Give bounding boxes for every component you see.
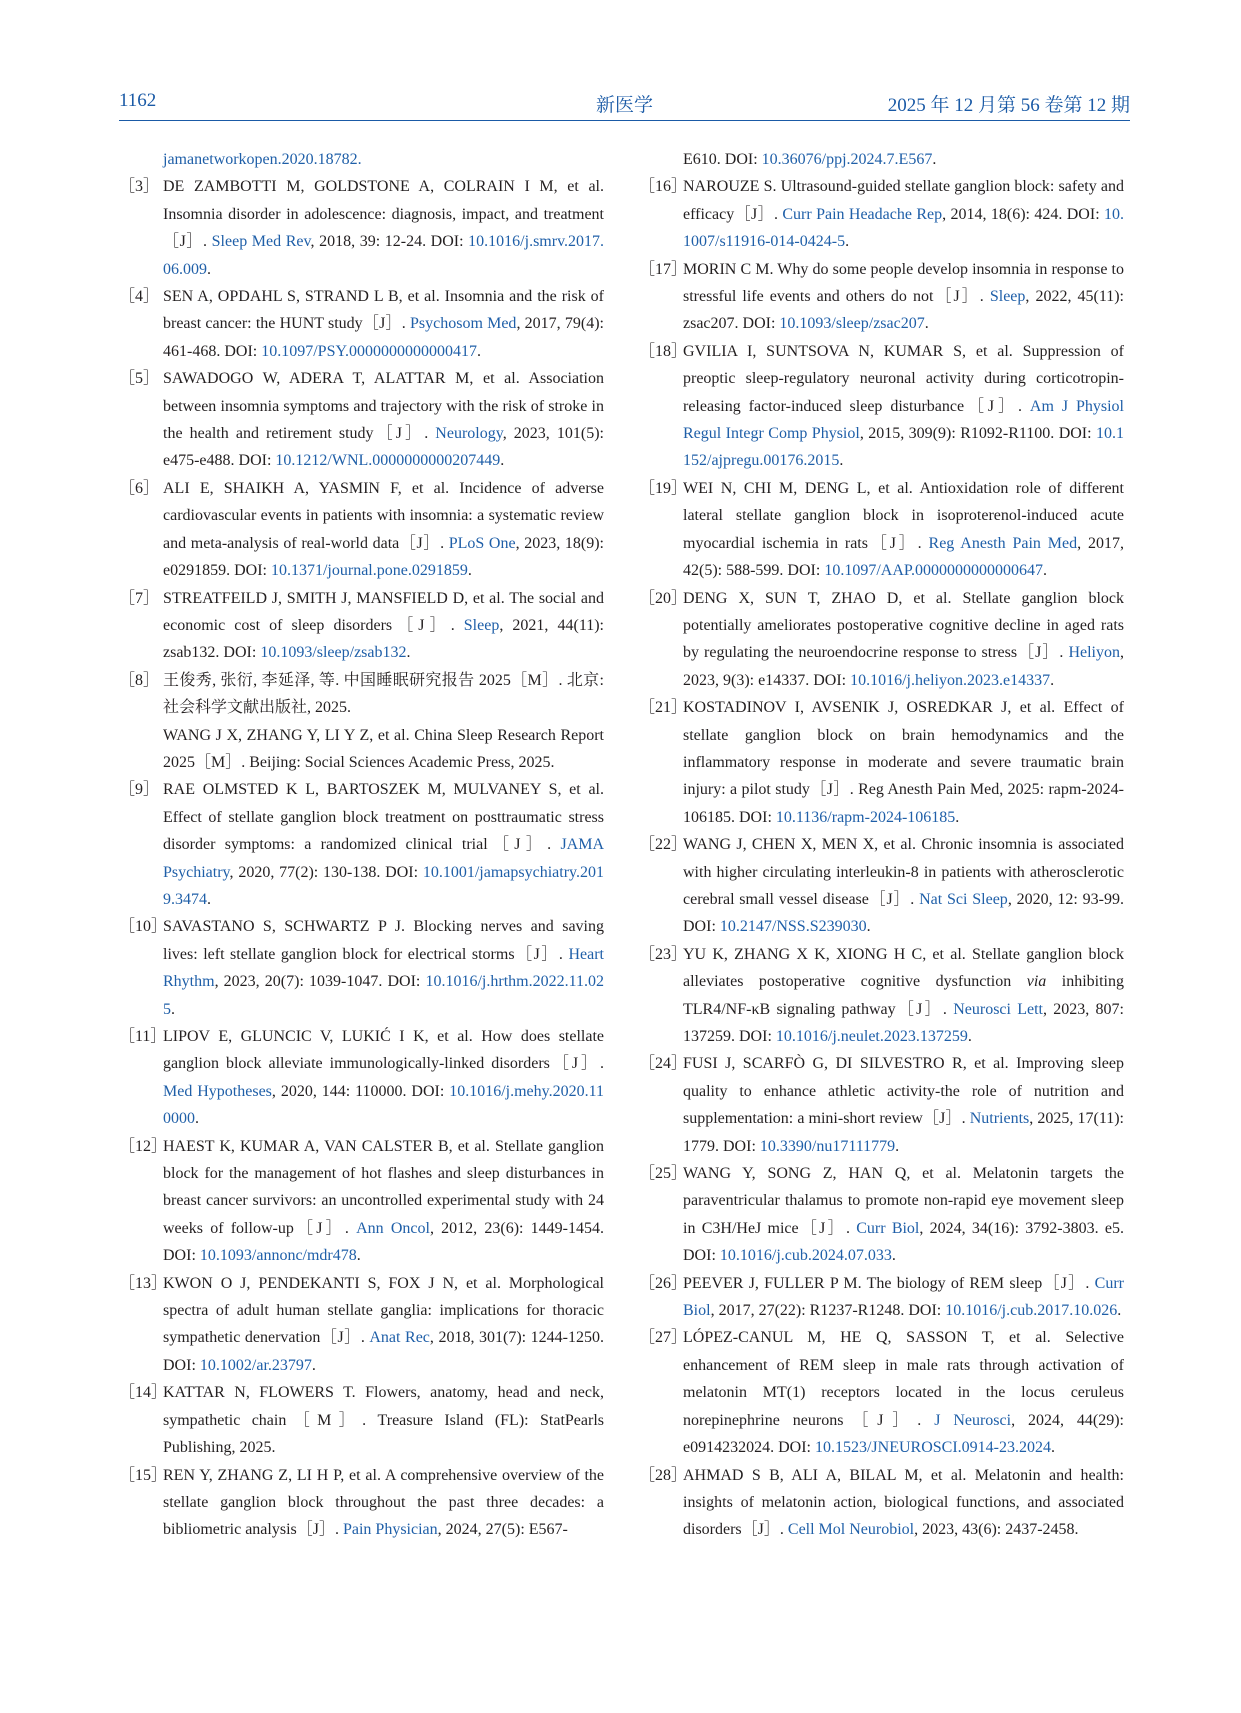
reference-text: , 2023, 807: 137259. DOI:	[683, 1000, 1124, 1045]
reference-item	[639, 256, 1124, 338]
reference-text: , 2020, 77(2): 130-138. DOI:	[229, 863, 423, 881]
reference-item	[119, 667, 604, 777]
reference-item	[119, 776, 604, 913]
reference-text: , 2025, 17(11): 1779. DOI:	[683, 1110, 1124, 1155]
reference-text: , 2024, 34(16): 3792-3803. e5. DOI:	[683, 1219, 1125, 1265]
reference-continuation	[639, 146, 1124, 173]
journal-link[interactable]: Am J Physiol Regul Integr Comp Physiol	[683, 397, 1124, 443]
reference-text: FUSI J, SCARFÒ G, DI SILVESTRO R, et al. Improving sleep quality to enhance athletic activity-the role of nutrition and supplementation: a mini-short review［J］.	[683, 1055, 1124, 1128]
reference-text: KATTAR N, FLOWERS T. Flowers, anatomy, head and neck, sympathetic chain［M］. Treasure Island (FL): StatPearls Publishing, 2025.	[163, 1384, 604, 1457]
doi-link[interactable]: 10.1093/annonc/mdr478	[199, 1247, 357, 1265]
reference-italic: via	[1026, 973, 1047, 991]
reference-text: .	[311, 1356, 316, 1374]
doi-link[interactable]: 10.1016/j.neulet.2023.137259	[775, 1028, 968, 1045]
doi-link[interactable]: 10.1016/j.smrv.2017.06.009	[163, 233, 605, 278]
reference-number: ［16］	[639, 178, 688, 196]
doi-link[interactable]: 10.1016/j.cub.2024.07.033	[719, 1247, 892, 1265]
reference-text: , 2017, 27(22): R1237-R1248. DOI:	[710, 1302, 946, 1320]
reference-number: ［8］	[119, 671, 160, 689]
journal-link[interactable]: Nutrients	[969, 1110, 1030, 1128]
reference-item	[639, 1050, 1124, 1160]
reference-text: .	[932, 151, 937, 168]
reference-number: ［27］	[639, 1329, 688, 1347]
reference-number: ［3］	[119, 178, 160, 196]
reference-text: , 2017, 42(5): 588-599. DOI:	[683, 534, 1124, 580]
doi-link[interactable]: 10.1152/ajpregu.00176.2015	[683, 425, 1124, 470]
reference-text: .	[866, 918, 871, 936]
journal-link[interactable]: Neurosci Lett	[953, 1000, 1043, 1018]
reference-item	[639, 1324, 1124, 1461]
doi-link[interactable]: 10.1093/sleep/zsac207	[779, 315, 925, 333]
doi-link[interactable]: 10.1097/PSY.0000000000000417	[261, 342, 477, 360]
reference-number: ［22］	[639, 836, 688, 854]
reference-text: KOSTADINOV I, AVSENIK J, OSREDKAR J, et al. Effect of stellate ganglion block on brain hemodynamics and the inflammatory response in moderate and severe traumatic brain injury: a pilot study［J］. Reg Anesth Pain Med, 2025: rapm-2024-106185. DOI:	[683, 699, 1124, 826]
reference-text: .	[1117, 1302, 1122, 1320]
reference-item	[119, 475, 604, 585]
reference-item	[119, 173, 604, 283]
reference-text: , 2024, 27(5): E567-	[437, 1521, 568, 1539]
reference-item	[639, 831, 1124, 941]
reference-number: ［5］	[119, 370, 160, 388]
reference-column-left	[119, 146, 604, 1544]
reference-item	[639, 694, 1124, 831]
reference-text: , 2023, 20(7): 1039-1047. DOI:	[214, 973, 426, 991]
reference-number: ［12］	[119, 1137, 168, 1155]
doi-link[interactable]: 10.1002/ar.23797	[199, 1356, 312, 1374]
reference-item	[119, 365, 604, 475]
doi-link[interactable]: 10.1097/AAP.0000000000000647	[824, 562, 1043, 580]
reference-text: DE ZAMBOTTI M, GOLDSTONE A, COLRAIN I M, et al. Insomnia disorder in adolescence: diagnosis, impact, and treatment［J］.	[163, 178, 604, 251]
reference-text: HAEST K, KUMAR A, VAN CALSTER B, et al. Stellate ganglion block for the management of hot flashes and sleep disturbances in breast cancer survivors: an uncontrolled experimental study with 24 weeks of follow-up［J］.	[163, 1137, 604, 1237]
reference-text: , 2018, 39: 12-24. DOI:	[310, 233, 469, 251]
reference-item	[119, 1270, 604, 1380]
journal-link[interactable]: J Neurosci	[934, 1411, 1012, 1429]
doi-link[interactable]: 10.36076/ppj.2024.7.E567	[761, 151, 933, 168]
reference-text: .	[924, 315, 929, 333]
reference-text: , 2017, 79(4): 461-468. DOI:	[163, 315, 604, 360]
reference-item	[639, 475, 1124, 585]
reference-text: GVILIA I, SUNTSOVA N, KUMAR S, et al. Suppression of preoptic sleep-regulatory neuronal activity during corticotropin-releasing factor-induced sleep disturbance［J］.	[683, 342, 1124, 415]
reference-text: , 2023, 43(6): 2437-2458.	[914, 1521, 1079, 1539]
reference-number: ［28］	[639, 1466, 688, 1484]
reference-item	[119, 283, 604, 365]
reference-item	[639, 1270, 1124, 1325]
reference-text: SAVASTANO S, SCHWARTZ P J. Blocking nerves and saving lives: left stellate ganglion block for electrical storms［J］.	[163, 918, 604, 963]
reference-text: inhibiting TLR4/NF-κB signaling pathway［J］.	[683, 973, 1124, 1018]
reference-text: ALI E, SHAIKH A, YASMIN F, et al. Incidence of adverse cardiovascular events in patients with insomnia: a systematic review and meta-analysis of real-world data［J］.	[163, 479, 604, 552]
reference-text: WANG J, CHEN X, MEN X, et al. Chronic insomnia is associated with higher circulating interleukin-8 in patients with atherosclerotic cerebral small vessel disease［J］.	[683, 836, 1124, 908]
reference-text: .	[895, 1137, 900, 1155]
reference-text: WEI N, CHI M, DENG L, et al. Antioxidation role of different lateral stellate ganglion block in isoproterenol-induced acute myocardial ischemia in rats［J］.	[683, 479, 1124, 552]
reference-text: .	[500, 452, 505, 470]
reference-number: ［4］	[119, 288, 160, 306]
doi-link[interactable]: 10.1016/j.mehy.2020.110000	[163, 1082, 605, 1128]
reference-text: SEN A, OPDAHL S, STRAND L B, et al. Insomnia and the risk of breast cancer: the HUNT study［J］.	[163, 288, 604, 333]
reference-item	[639, 1160, 1124, 1270]
reference-text: , 2020, 12: 93-99. DOI:	[683, 890, 1124, 936]
doi-link[interactable]: 10.1523/JNEUROSCI.0914-23.2024	[814, 1439, 1051, 1457]
doi-link[interactable]: 10.1093/sleep/zsab132	[260, 644, 407, 662]
doi-link[interactable]: 10.1007/s11916-014-0424-5	[683, 205, 1125, 251]
journal-link[interactable]: Heart Rhythm	[163, 945, 604, 991]
journal-link[interactable]: Pain Physician	[342, 1521, 438, 1539]
journal-link[interactable]: Reg Anesth Pain Med	[928, 534, 1078, 552]
reference-text: .	[195, 1110, 199, 1128]
journal-link[interactable]: Sleep Med Rev	[211, 233, 311, 251]
reference-item	[639, 1462, 1124, 1544]
journal-link[interactable]: Sleep	[989, 288, 1026, 306]
reference-text: .	[1043, 562, 1047, 580]
reference-text: .	[845, 233, 850, 251]
page-number: 1162	[119, 90, 157, 111]
reference-number: ［13］	[119, 1274, 168, 1292]
reference-item	[639, 585, 1124, 695]
doi-link[interactable]: 10.3390/nu17111779	[759, 1137, 896, 1155]
reference-text: , 2023, 18(9): e0291859. DOI:	[163, 534, 604, 580]
reference-column-right	[639, 146, 1124, 1544]
journal-name: 新医学	[595, 95, 653, 116]
doi-link[interactable]: 10.1016/j.hrthm.2022.11.025	[163, 973, 604, 1018]
reference-text: .	[476, 342, 481, 360]
doi-link[interactable]: 10.1371/journal.pone.0291859	[270, 562, 468, 580]
reference-number: ［7］	[119, 589, 160, 607]
page-header	[119, 88, 1130, 121]
reference-number: ［11］	[119, 1028, 167, 1045]
reference-item	[639, 173, 1124, 255]
doi-link[interactable]: 10.1016/j.heliyon.2023.e14337	[850, 671, 1051, 689]
journal-link[interactable]: Neurology	[435, 425, 503, 443]
reference-text: RAE OLMSTED K L, BARTOSZEK M, MULVANEY S, et al. Effect of stellate ganglion block treatment on posttraumatic stress disorder symptoms: a randomized clinical trial［J］.	[163, 781, 604, 854]
doi-link[interactable]: jamanetworkopen.2020.18782.	[163, 151, 362, 168]
reference-text: .	[967, 1028, 972, 1045]
journal-link[interactable]: Curr Biol	[856, 1219, 920, 1237]
reference-item	[639, 338, 1124, 475]
reference-number: ［6］	[119, 479, 160, 497]
reference-text: , 2018, 301(7): 1244-1250. DOI:	[163, 1329, 604, 1374]
journal-link[interactable]: Psychosom Med	[409, 315, 517, 333]
reference-text: .	[891, 1247, 896, 1265]
reference-text: DENG X, SUN T, ZHAO D, et al. Stellate ganglion block potentially ameliorates postoperative cognitive decline in aged rats by regulating the neuroendocrine response to stress［J］.	[683, 589, 1124, 662]
journal-link[interactable]: Heliyon	[1068, 644, 1120, 662]
reference-text: YU K, ZHANG X K, XIONG H C, et al. Stellate ganglion block alleviates postoperative cognitive dysfunction	[683, 945, 1124, 991]
reference-number: ［9］	[119, 781, 160, 799]
journal-link[interactable]: Curr Pain Headache Rep	[782, 205, 943, 223]
reference-text: .	[207, 260, 211, 278]
reference-text: 王俊秀, 张衍, 李延泽, 等. 中国睡眠研究报告 2025［M］. 北京: 社会科学文献出版社, 2025.	[163, 671, 604, 717]
reference-item	[119, 913, 604, 1023]
reference-text: .	[467, 562, 472, 580]
reference-text: LÓPEZ-CANUL M, HE Q, SASSON T, et al. Selective enhancement of REM sleep in male rats through activation of melatonin MT(1) receptors located in the locus ceruleus norepinephrine neurons［J］.	[683, 1329, 1124, 1429]
reference-number: ［14］	[119, 1384, 168, 1402]
reference-number: ［26］	[639, 1274, 688, 1292]
reference-text: , 2012, 23(6): 1449-1454. DOI:	[163, 1219, 604, 1265]
journal-link[interactable]: Anat Rec	[369, 1329, 430, 1347]
reference-text: .	[356, 1247, 361, 1265]
reference-text: , 2023, 101(5): e475-e488. DOI:	[163, 425, 604, 470]
doi-link[interactable]: 10.2147/NSS.S239030	[719, 918, 867, 936]
issue-info: 2025 年 12 月第 56 卷第 12 期	[887, 95, 1130, 116]
reference-item	[119, 1462, 604, 1544]
reference-text: , 2015, 309(9): R1092-R1100. DOI:	[859, 425, 1096, 443]
reference-text: MORIN C M. Why do some people develop insomnia in response to stressful life events and others do not［J］.	[683, 260, 1124, 306]
doi-link[interactable]: 10.1016/j.cub.2017.10.026	[945, 1302, 1118, 1320]
reference-text: SAWADOGO W, ADERA T, ALATTAR M, et al. Association between insomnia symptoms and trajectory with the risk of stroke in the health and retirement study［J］.	[163, 370, 604, 443]
doi-link[interactable]: 10.1212/WNL.0000000000207449	[275, 452, 501, 470]
reference-text: .	[1051, 1439, 1055, 1457]
reference-text: , 2024, 44(29): e0914232024. DOI:	[683, 1411, 1124, 1457]
reference-number: ［24］	[639, 1055, 688, 1073]
reference-text: .	[406, 644, 411, 662]
reference-item	[119, 1379, 604, 1461]
reference-text: , 2022, 45(11): zsac207. DOI:	[683, 288, 1124, 333]
journal-link[interactable]: Ann Oncol	[356, 1219, 430, 1237]
reference-text: , 2014, 18(6): 424. DOI:	[942, 205, 1105, 223]
reference-number: ［15］	[119, 1466, 168, 1484]
reference-text: , 2021, 44(11): zsab132. DOI:	[163, 616, 604, 662]
reference-text: .	[171, 1000, 175, 1018]
doi-link[interactable]: 10.1136/rapm-2024-106185	[775, 808, 956, 826]
reference-number: ［21］	[639, 699, 688, 717]
reference-text: STREATFEILD J, SMITH J, MANSFIELD D, et al. The social and economic cost of sleep disorders［J］.	[163, 589, 604, 634]
reference-item	[639, 941, 1124, 1051]
journal-link[interactable]: Sleep	[463, 616, 500, 634]
reference-text: KWON O J, PENDEKANTI S, FOX J N, et al. Morphological spectra of adult human stellate ganglia: implications for thoracic sympathetic denervation［J］.	[163, 1274, 604, 1347]
journal-link[interactable]: Med Hypotheses	[163, 1082, 272, 1100]
journal-link[interactable]: Curr Biol	[683, 1274, 1124, 1320]
reference-text: NAROUZE S. Ultrasound-guided stellate ganglion block: safety and efficacy［J］.	[683, 178, 1124, 223]
doi-link[interactable]: 10.1001/jamapsychiatry.2019.3474	[163, 863, 604, 908]
reference-text: REN Y, ZHANG Z, LI H P, et al. A comprehensive overview of the stellate ganglion block throughout the past three decades: a bibliometric analysis［J］.	[163, 1466, 604, 1539]
journal-link[interactable]: Cell Mol Neurobiol	[787, 1521, 915, 1539]
reference-text: WANG Y, SONG Z, HAN Q, et al. Melatonin targets the paraventricular thalamus to promote non-rapid eye movement sleep in C3H/HeJ mice［J］.	[683, 1165, 1124, 1237]
reference-text: E610. DOI:	[683, 151, 762, 168]
reference-number: ［25］	[639, 1165, 688, 1183]
reference-text: , 2023, 9(3): e14337. DOI:	[683, 644, 1124, 689]
reference-text: .	[1050, 671, 1055, 689]
reference-number: ［20］	[639, 589, 688, 607]
reference-text: , 2020, 144: 110000. DOI:	[271, 1082, 450, 1100]
reference-text: LIPOV E, GLUNCIC V, LUKIĆ I K, et al. How does stellate ganglion block alleviate immunologically-linked disorders［J］.	[163, 1028, 604, 1073]
reference-text: .	[839, 452, 844, 470]
reference-number: ［10］	[119, 918, 168, 936]
reference-item	[119, 1133, 604, 1270]
reference-continuation	[119, 146, 604, 173]
reference-item	[119, 1023, 604, 1133]
reference-text: PEEVER J, FULLER P M. The biology of REM sleep［J］.	[683, 1274, 1095, 1292]
reference-number: ［18］	[639, 342, 688, 360]
reference-number: ［19］	[639, 479, 688, 497]
reference-english: WANG J X, ZHANG Y, LI Y Z, et al. China Sleep Research Report 2025［M］. Beijing: Social Sciences Academic Press, 2025.	[163, 726, 604, 771]
journal-link[interactable]: JAMA Psychiatry	[163, 836, 604, 881]
journal-link[interactable]: PLoS One	[448, 534, 516, 552]
reference-text: .	[955, 808, 960, 826]
reference-text: AHMAD S B, ALI A, BILAL M, et al. Melatonin and health: insights of melatonin action, biological functions, and associated disorders［J］.	[683, 1466, 1124, 1539]
reference-item	[119, 585, 604, 667]
reference-number: ［23］	[639, 945, 688, 963]
reference-text: .	[207, 890, 211, 908]
journal-link[interactable]: Nat Sci Sleep	[919, 890, 1008, 908]
reference-number: ［17］	[639, 260, 688, 278]
